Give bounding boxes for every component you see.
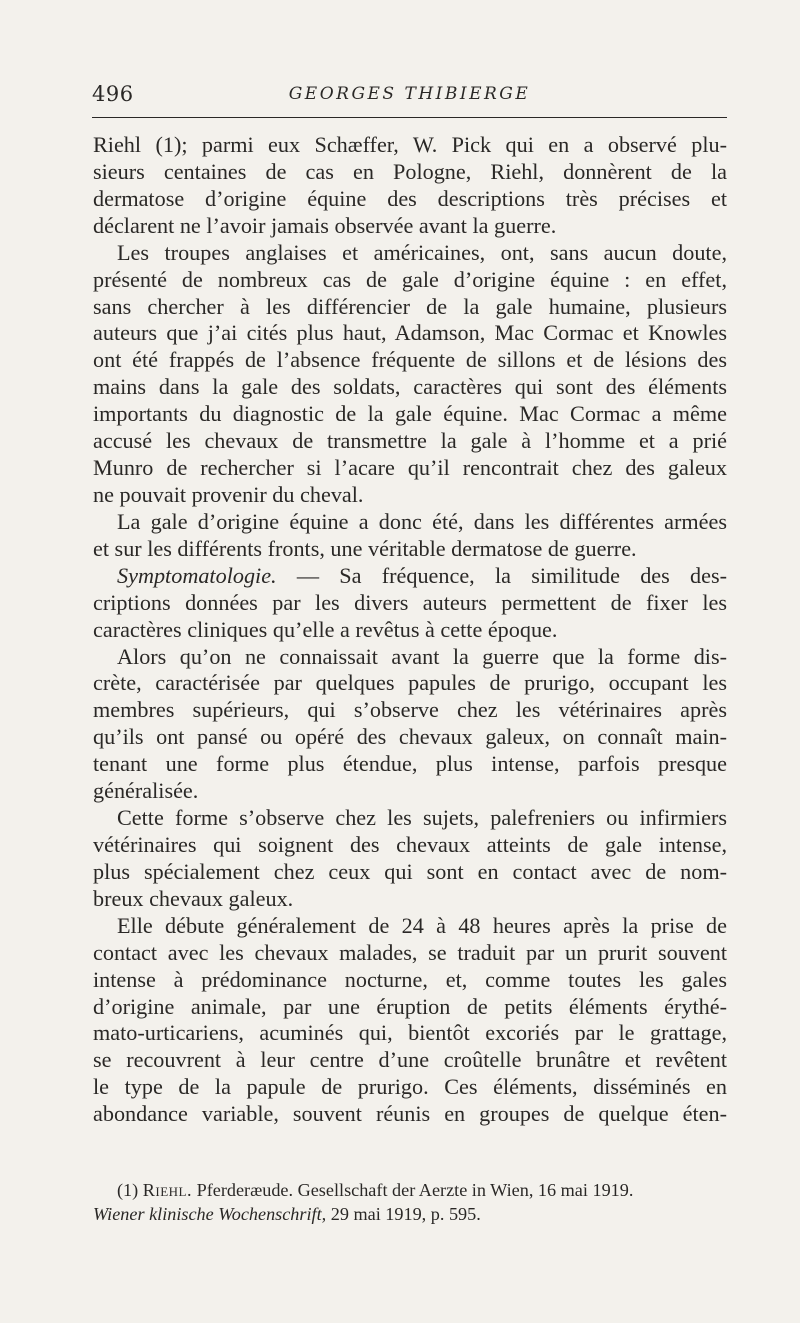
footnote-author: Riehl. [142,1180,193,1200]
text-line: contact avec les chevaux malades, se traduit par un prurit souvent [93,939,727,965]
text-line: crète, caractérisée par quelques papules de prurigo, occupant les [93,670,727,696]
text-line: généralisée. [93,778,199,804]
footnote-journal: Wiener klinische Wochenschrift, [93,1204,327,1224]
text-line: accusé les chevaux de transmettre la gale à l’homme et a prié [93,428,727,454]
text-line: importants du diagnostic de la gale équine. Mac Cormac a même [93,401,727,427]
text-line: Les troupes anglaises et américaines, ont, sans aucun doute, [117,239,727,265]
text-line: sieurs centaines de cas en Pologne, Riehl, donnèrent de la [93,158,727,184]
text-line: membres supérieurs, qui s’observe chez les vétérinaires après [93,697,727,723]
text-line: d’origine animale, par une éruption de petits éléments érythé- [93,993,727,1019]
text-line: ne pouvait provenir du cheval. [93,481,364,507]
header-rule [92,117,727,118]
text-line: mains dans la gale des soldats, caractères qui sont des éléments [93,374,727,400]
text-line: criptions données par les divers auteurs permettent de fixer les [93,589,727,615]
text-line: Riehl (1); parmi eux Schæffer, W. Pick qui en a observé plu- [93,132,727,157]
footnote-text: Pferderæude. Gesellschaft der Aerzte in Wien, 16 mai 1919. [196,1180,634,1200]
text-line: qu’ils ont pansé ou opéré des chevaux galeux, on connaît main- [93,724,727,750]
footnote-line [93,1202,727,1226]
page-number: 496 [92,82,134,106]
footnote-line [117,1178,727,1202]
text-line: présenté de nombreux cas de gale d’origine équine : en effet, [93,266,727,292]
text-line: et sur les différents fronts, une véritable dermatose de guerre. [93,535,637,561]
text-line: déclarent ne l’avoir jamais observée avant la guerre. [93,212,557,238]
page-header [92,82,727,114]
footnotes [93,1178,727,1226]
running-head: GEORGES THIBIERGE [288,84,531,104]
text-line: tenant une forme plus étendue, plus intense, parfois presque [93,751,727,777]
text-line: breux chevaux galeux. [93,885,294,911]
text-line [93,563,727,590]
line-text: — Sa fréquence, la similitude des des- [296,562,727,588]
text-line: auteurs que j’ai cités plus haut, Adamson, Mac Cormac et Knowles [93,320,727,346]
text-line: dermatose d’origine équine des descriptions très précises et [93,185,727,211]
text-line: intense à prédominance nocturne, et, comme toutes les gales [93,966,727,992]
text-line: vétérinaires qui soignent des chevaux atteints de gale intense, [93,831,727,857]
text-line: mato-urticariens, acuminés qui, bientôt excoriés par le grattage, [93,1020,727,1046]
text-line: le type de la papule de prurigo. Ces éléments, disséminés en [93,1074,727,1100]
text-line: ont été frappés de l’absence fréquente de sillons et de lésions des [93,347,727,373]
text-line: caractères cliniques qu’elle a revêtus à cette époque. [93,616,558,642]
text-line: Alors qu’on ne connaissait avant la guerre que la forme dis- [117,643,727,669]
footnote-marker: (1) [117,1180,139,1200]
section-heading: Symptomatologie. [117,562,277,588]
text-line: Elle débute généralement de 24 à 48 heures après la prise de [117,912,727,938]
footnote-text: 29 mai 1919, p. 595. [330,1204,481,1224]
text-line: se recouvrent à leur centre d’une croûtelle brunâtre et revêtent [93,1047,727,1073]
text-line: plus spécialement chez ceux qui sont en contact avec de nom- [93,858,727,884]
text-line: abondance variable, souvent réunis en groupes de quelque éten- [93,1101,727,1127]
text-line: sans chercher à les différencier de la gale humaine, plusieurs [93,293,727,319]
text-line: La gale d’origine équine a donc été, dans les différentes armées [117,508,727,534]
text-line: Cette forme s’observe chez les sujets, palefreniers ou infirmiers [117,805,727,831]
body-text [93,132,727,1128]
text-line: Munro de rechercher si l’acare qu’il rencontrait chez des galeux [93,455,727,481]
